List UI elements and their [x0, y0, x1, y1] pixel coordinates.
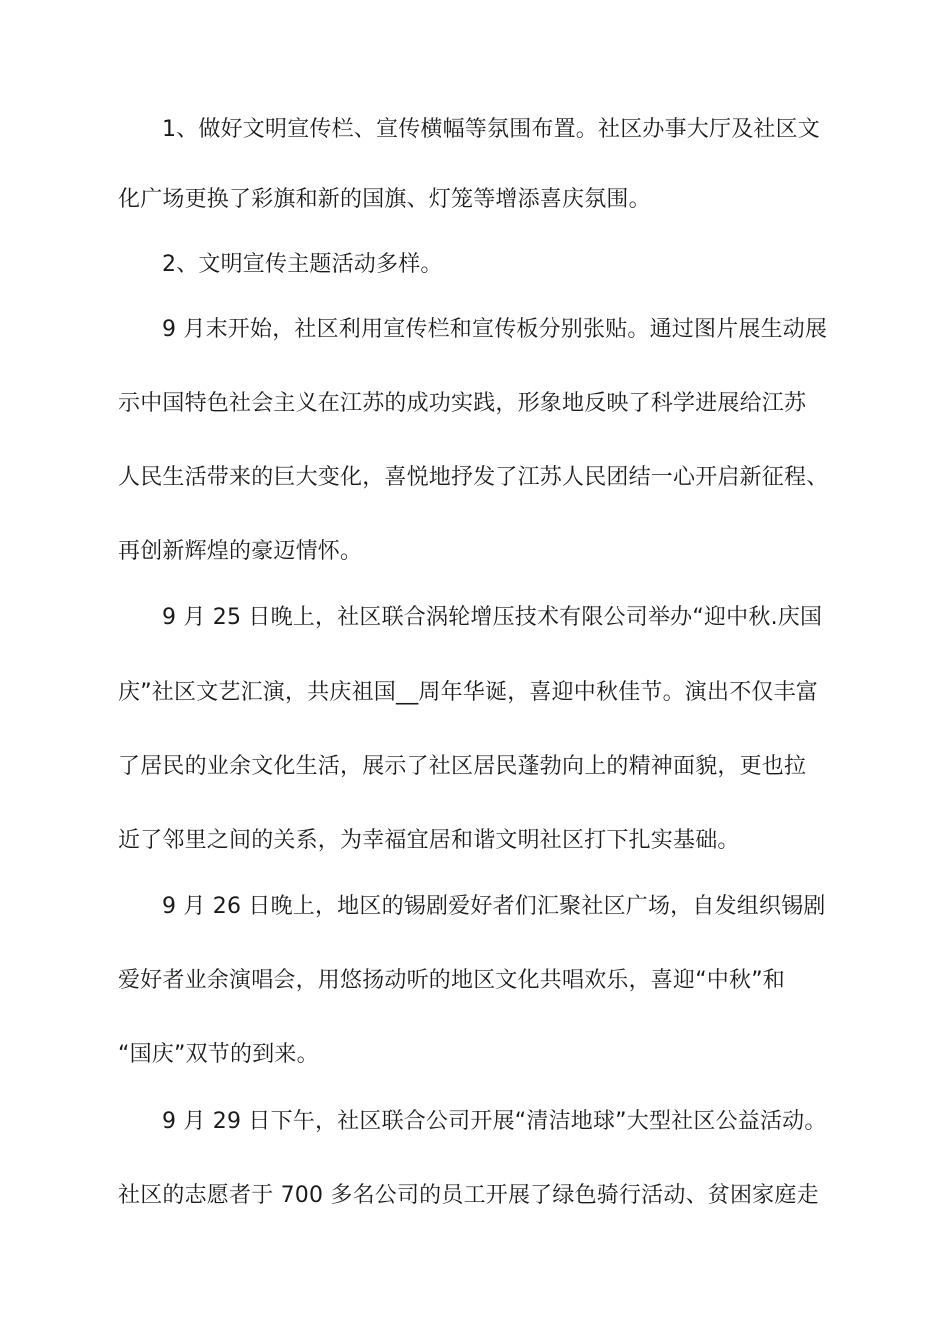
- paragraph-4-line-4: 近了邻里之间的关系，为幸福宜居和谐文明社区打下扎实基础。: [118, 828, 740, 853]
- paragraph-5-line-2: 爱好者业余演唱会，用悠扬动听的地区文化共唱欢乐，喜迎“中秋”和: [118, 968, 785, 993]
- paragraph-6-line-1: 9 月 29 日下午，社区联合公司开展“清洁地球”大型社区公益活动。: [162, 1109, 827, 1134]
- paragraph-6-line-2: 社区的志愿者于 700 多名公司的员工开展了绿色骑行活动、贫困家庭走: [118, 1183, 819, 1208]
- paragraph-3-line-2: 示中国特色社会主义在江苏的成功实践，形象地反映了科学进展给江苏: [118, 391, 807, 416]
- paragraph-4-line-2: 庆”社区文艺汇演，共庆祖国__周年华诞，喜迎中秋佳节。演出不仅丰富: [118, 680, 818, 705]
- paragraph-4-line-3: 了居民的业余文化生活，展示了社区居民蓬勃向上的精神面貌，更也拉: [118, 754, 807, 779]
- paragraph-5-line-1: 9 月 26 日晚上，地区的锡剧爱好者们汇聚社区广场，自发组织锡剧: [162, 894, 826, 919]
- paragraph-3-line-1: 9 月末开始，社区利用宣传栏和宣传板分别张贴。通过图片展生动展: [162, 317, 828, 342]
- paragraph-1-line-1: 1、做好文明宣传栏、宣传横幅等氛围布置。社区办事大厅及社区文: [162, 117, 820, 142]
- paragraph-3-line-3: 人民生活带来的巨大变化，喜悦地抒发了江苏人民团结一心开启新征程、: [118, 465, 829, 490]
- paragraph-2-line-1: 2、文明宣传主题活动多样。: [162, 252, 443, 277]
- paragraph-1-line-2: 化广场更换了彩旗和新的国旗、灯笼等增添喜庆氛围。: [118, 187, 651, 212]
- paragraph-4-line-1: 9 月 25 日晚上，社区联合涡轮增压技术有限公司举办“迎中秋.庆国: [162, 605, 823, 630]
- paragraph-3-line-4: 再创新辉煌的豪迈情怀。: [118, 539, 363, 564]
- paragraph-5-line-3: “国庆”双节的到来。: [118, 1042, 319, 1067]
